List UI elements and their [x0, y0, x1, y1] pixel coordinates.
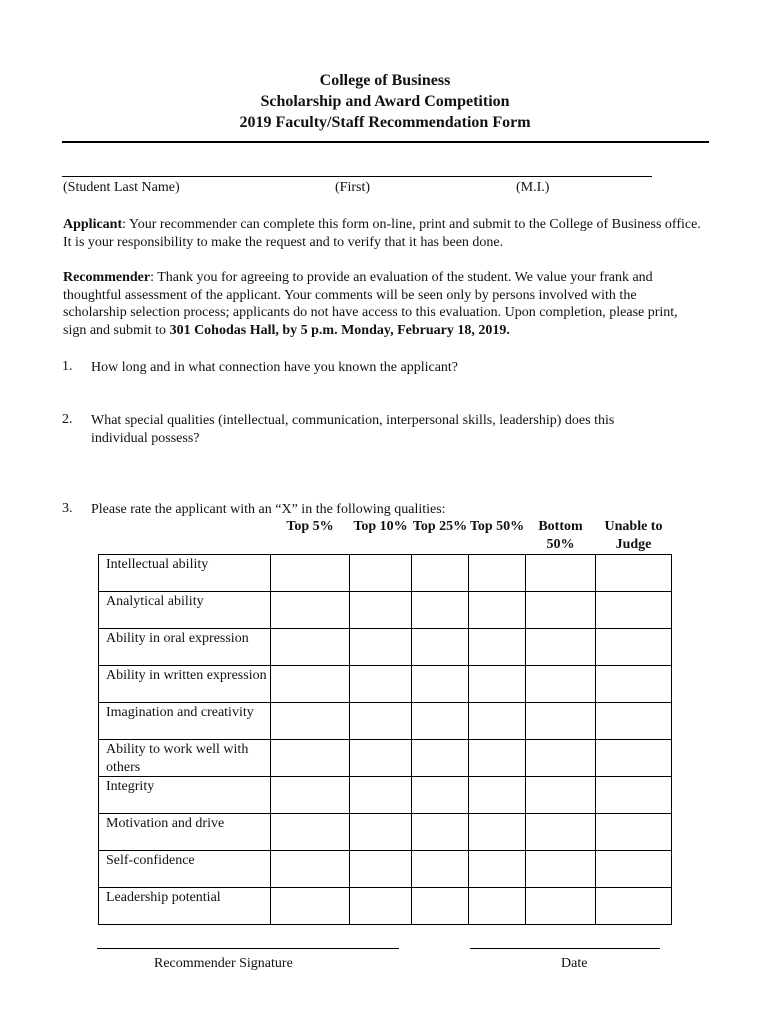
- rating-quality-label: Self-confidence: [99, 851, 271, 888]
- rating-quality-label: Ability in oral expression: [99, 629, 271, 666]
- recommender-signature-label: Recommender Signature: [154, 956, 293, 971]
- rating-table: [98, 518, 672, 925]
- title-competition: Scholarship and Award Competition: [260, 93, 510, 110]
- rating-row: [99, 740, 672, 777]
- rating-cell[interactable]: [412, 851, 469, 888]
- rating-cell[interactable]: [412, 777, 469, 814]
- rating-row: [99, 629, 672, 666]
- rating-cell[interactable]: [350, 851, 412, 888]
- question-1-number: 1.: [62, 359, 73, 374]
- rating-cell[interactable]: [469, 592, 526, 629]
- rating-cell[interactable]: [469, 703, 526, 740]
- title-divider: [62, 141, 709, 143]
- rating-cell[interactable]: [469, 888, 526, 925]
- rating-cell[interactable]: [596, 814, 672, 851]
- rating-cell[interactable]: [526, 555, 596, 592]
- rating-column-header: Bottom 50%: [538, 519, 583, 552]
- rating-column-header: Top 25%: [412, 519, 468, 534]
- label-middle-initial: (M.I.): [516, 180, 550, 195]
- rating-cell[interactable]: [350, 814, 412, 851]
- rating-cell[interactable]: [271, 851, 350, 888]
- rating-cell[interactable]: [412, 629, 469, 666]
- rating-cell[interactable]: [271, 555, 350, 592]
- rating-cell[interactable]: [526, 740, 596, 777]
- rating-cell[interactable]: [412, 703, 469, 740]
- recommender-label: Recommender: [63, 270, 151, 285]
- rating-table-body: [99, 555, 672, 925]
- rating-cell[interactable]: [412, 592, 469, 629]
- rating-cell[interactable]: [526, 666, 596, 703]
- rating-cell[interactable]: [469, 851, 526, 888]
- rating-cell[interactable]: [271, 703, 350, 740]
- rating-cell[interactable]: [596, 629, 672, 666]
- rating-cell[interactable]: [596, 666, 672, 703]
- rating-cell[interactable]: [350, 555, 412, 592]
- rating-cell[interactable]: [596, 555, 672, 592]
- rating-quality-label: Integrity: [99, 777, 271, 814]
- rating-cell[interactable]: [469, 814, 526, 851]
- submission-deadline: 301 Cohodas Hall, by 5 p.m. Monday, February 18, 2019.: [169, 322, 510, 338]
- question-3-text: Please rate the applicant with an “X” in the following qualities:: [91, 502, 446, 517]
- rating-cell[interactable]: [526, 592, 596, 629]
- rating-cell[interactable]: [350, 666, 412, 703]
- date-label: Date: [561, 956, 588, 971]
- rating-column-header: Unable to Judge: [604, 519, 663, 552]
- rating-column-header: Top 10%: [353, 519, 408, 534]
- rating-quality-label: Analytical ability: [99, 592, 271, 629]
- rating-header-quality: [99, 518, 271, 555]
- rating-quality-label: Intellectual ability: [99, 555, 271, 592]
- question-2-text: What special qualities (intellectual, communication, interpersonal skills, leadership) does this individual possess?: [91, 413, 615, 446]
- rating-cell[interactable]: [271, 740, 350, 777]
- rating-column-header: Top 50%: [469, 519, 525, 534]
- rating-cell[interactable]: [469, 555, 526, 592]
- recommender-instructions: [63, 269, 703, 339]
- rating-quality-label: Ability in written expression: [99, 666, 271, 703]
- rating-cell[interactable]: [596, 888, 672, 925]
- rating-cell[interactable]: [350, 592, 412, 629]
- rating-row: [99, 851, 672, 888]
- question-2-number: 2.: [62, 412, 73, 427]
- rating-cell[interactable]: [596, 851, 672, 888]
- label-last-name: (Student Last Name): [63, 180, 180, 195]
- question-1-text: How long and in what connection have you known the applicant?: [91, 360, 459, 375]
- rating-cell[interactable]: [596, 703, 672, 740]
- rating-cell[interactable]: [271, 777, 350, 814]
- rating-row: [99, 814, 672, 851]
- rating-cell[interactable]: [526, 888, 596, 925]
- rating-quality-label: Imagination and creativity: [99, 703, 271, 740]
- rating-row: [99, 888, 672, 925]
- student-name-field[interactable]: [62, 176, 652, 177]
- title-college: College of Business: [319, 72, 451, 89]
- rating-cell[interactable]: [271, 629, 350, 666]
- rating-cell[interactable]: [526, 703, 596, 740]
- rating-cell[interactable]: [350, 740, 412, 777]
- rating-quality-label: Motivation and drive: [99, 814, 271, 851]
- question-3-number: 3.: [62, 501, 73, 516]
- applicant-text: : Your recommender can complete this form on-line, print and submit to the College of Business office. It is your responsibility to make the request and to verify that it has been done.: [63, 217, 701, 250]
- rating-column-header: Top 5%: [286, 519, 334, 534]
- applicant-label: Applicant: [63, 217, 123, 232]
- rating-cell[interactable]: [271, 592, 350, 629]
- rating-cell[interactable]: [412, 555, 469, 592]
- rating-cell[interactable]: [469, 740, 526, 777]
- rating-cell[interactable]: [350, 629, 412, 666]
- rating-cell[interactable]: [469, 777, 526, 814]
- recommender-text: : Thank you for agreeing to provide an evaluation of the student. We value your frank and thoughtful assessment of the applicant. Your comments will be seen only by persons involved with the scholarship selection process; applicants do not have access to this evaluation. Upon completion, please print, sign and submit to: [63, 270, 678, 338]
- rating-cell[interactable]: [271, 666, 350, 703]
- rating-cell[interactable]: [412, 740, 469, 777]
- rating-cell[interactable]: [596, 777, 672, 814]
- rating-cell[interactable]: [412, 814, 469, 851]
- title-form-name: 2019 Faculty/Staff Recommendation Form: [239, 114, 531, 131]
- rating-cell[interactable]: [469, 629, 526, 666]
- rating-row: [99, 703, 672, 740]
- rating-row: [99, 592, 672, 629]
- rating-header-row: [99, 518, 672, 555]
- rating-cell[interactable]: [412, 888, 469, 925]
- rating-cell[interactable]: [526, 629, 596, 666]
- rating-quality-label: Leadership potential: [99, 888, 271, 925]
- applicant-instructions: [63, 216, 703, 251]
- rating-cell[interactable]: [271, 888, 350, 925]
- rating-row: [99, 555, 672, 592]
- rating-cell[interactable]: [526, 814, 596, 851]
- rating-row: [99, 666, 672, 703]
- rating-quality-label: Ability to work well with others: [99, 740, 271, 777]
- recommender-signature-line[interactable]: [97, 948, 399, 949]
- form-title: [0, 70, 770, 133]
- rating-cell[interactable]: [350, 703, 412, 740]
- rating-cell[interactable]: [596, 592, 672, 629]
- rating-row: [99, 777, 672, 814]
- rating-cell[interactable]: [526, 851, 596, 888]
- label-first-name: (First): [335, 180, 370, 195]
- rating-cell[interactable]: [526, 777, 596, 814]
- date-line[interactable]: [470, 948, 660, 949]
- rating-cell[interactable]: [350, 888, 412, 925]
- rating-cell[interactable]: [469, 666, 526, 703]
- rating-cell[interactable]: [596, 740, 672, 777]
- rating-cell[interactable]: [412, 666, 469, 703]
- rating-cell[interactable]: [271, 814, 350, 851]
- rating-cell[interactable]: [350, 777, 412, 814]
